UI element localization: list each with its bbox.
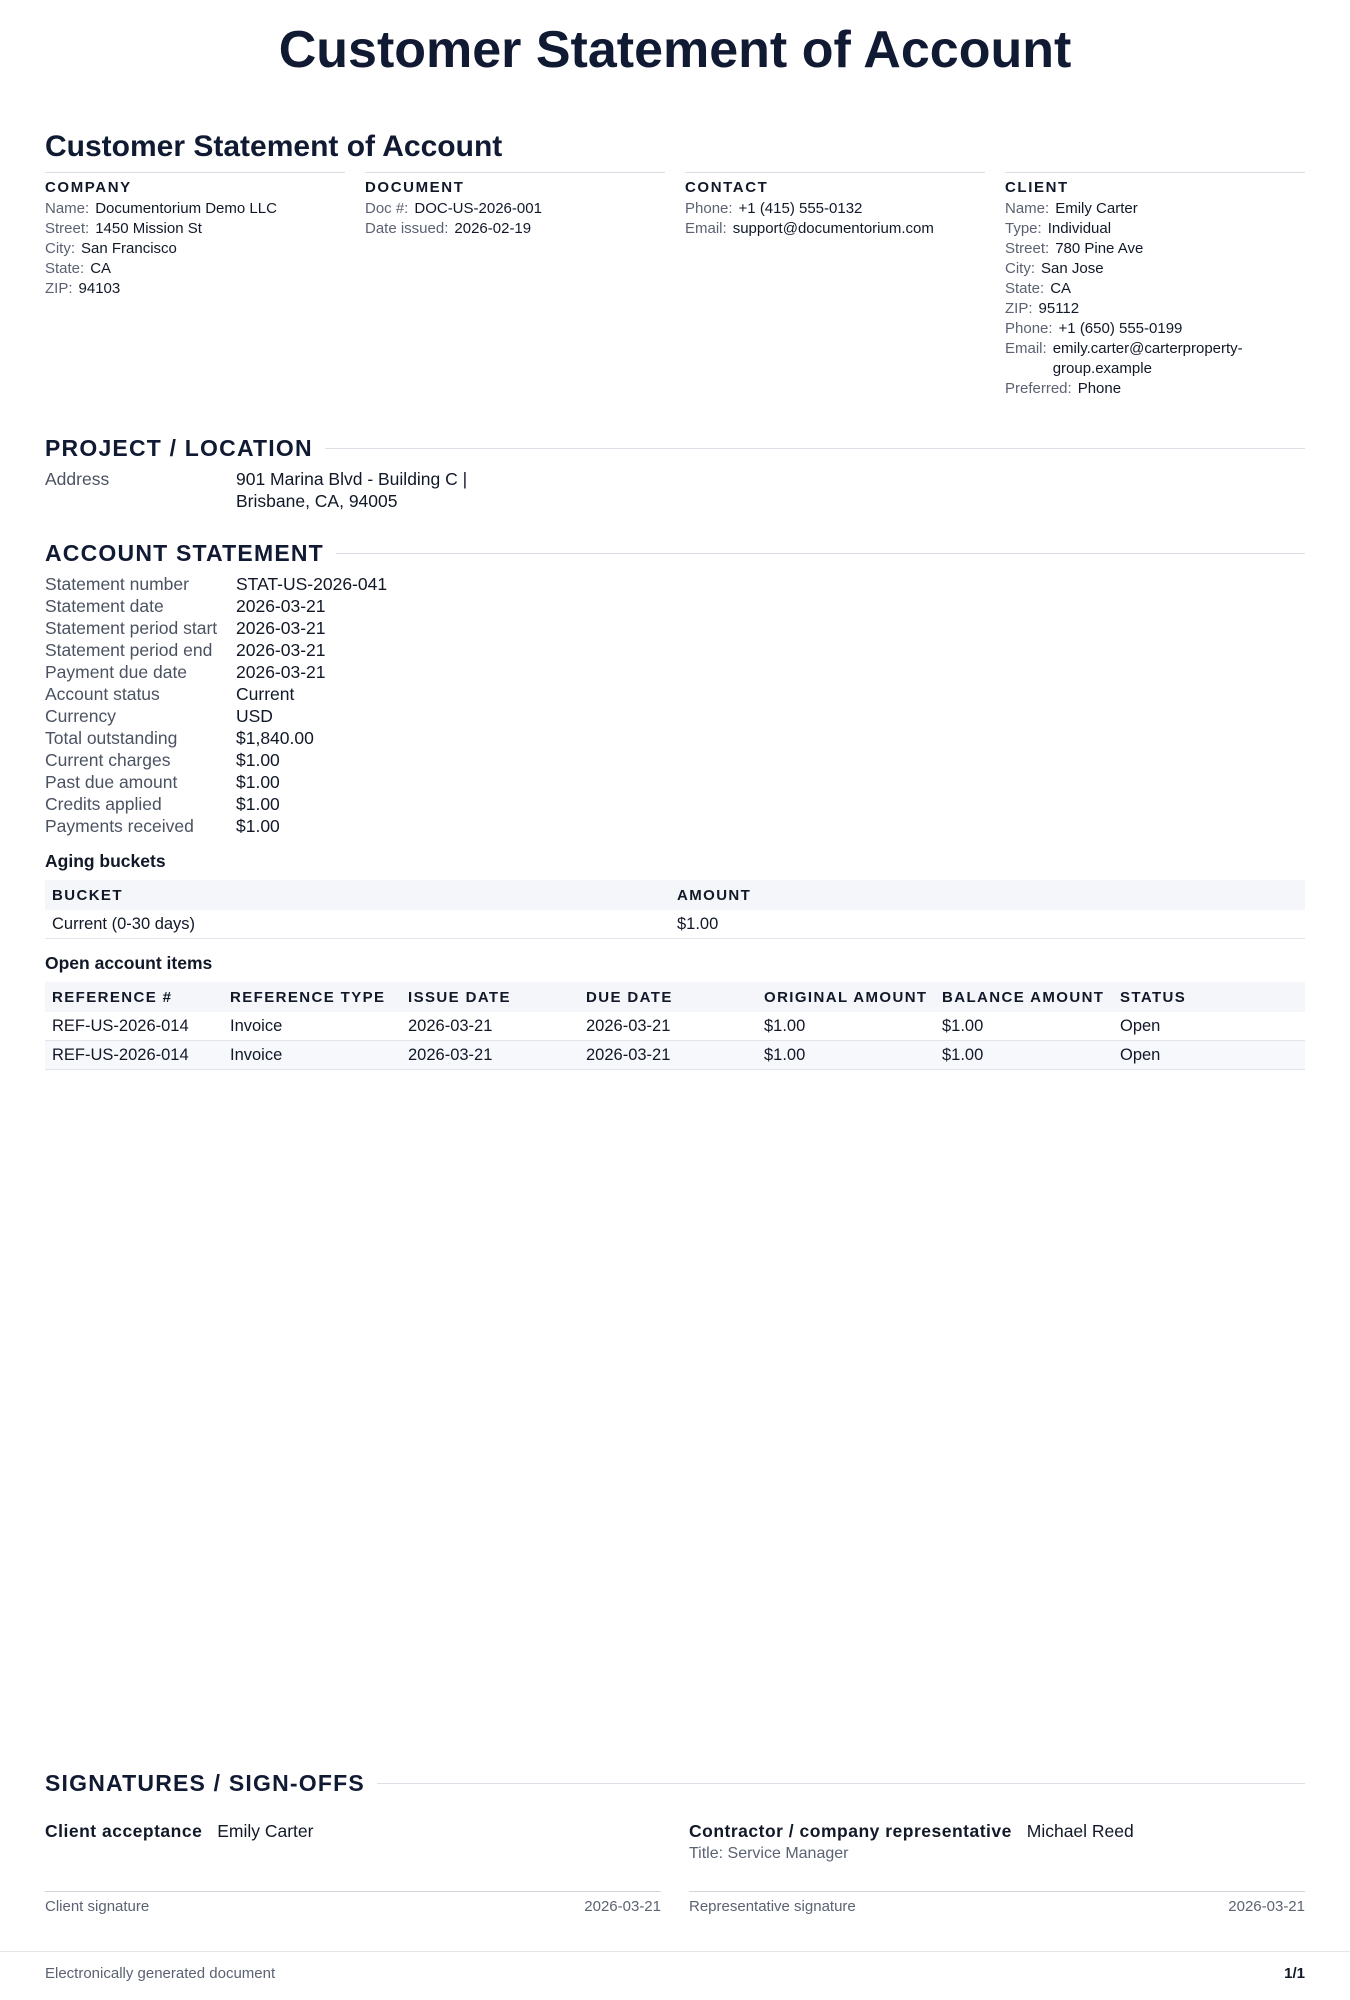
info-field — [1005, 259, 1305, 279]
open-items-cell: $1.00 — [757, 1041, 935, 1070]
statement-field-row — [45, 727, 1305, 749]
statement-field-value: $1.00 — [236, 794, 280, 814]
info-field — [1005, 379, 1305, 399]
info-field — [1005, 339, 1305, 379]
info-field-value: +1 (415) 555-0132 — [738, 200, 863, 217]
address-line2: Brisbane, CA, 94005 — [236, 491, 398, 511]
signatures-section-header — [45, 1770, 1305, 1797]
open-items-cell: Invoice — [223, 1012, 401, 1041]
statement-field-label: Account status — [45, 684, 160, 704]
statement-field-value: 2026-03-21 — [236, 662, 326, 682]
info-field — [45, 199, 345, 219]
address-value — [236, 468, 467, 512]
statement-field-label: Statement number — [45, 574, 189, 594]
info-field-label: Name: — [45, 200, 90, 217]
statement-field-row — [45, 573, 1305, 595]
info-field — [1005, 299, 1305, 319]
statement-field-label: Past due amount — [45, 772, 178, 792]
info-field — [45, 279, 345, 299]
statement-field-value: $1.00 — [236, 750, 280, 770]
statement-field-row — [45, 595, 1305, 617]
statement-field-row — [45, 617, 1305, 639]
statement-section-header — [45, 540, 1305, 567]
info-field-label: State: — [45, 260, 85, 277]
info-field — [1005, 279, 1305, 299]
statement-field-row — [45, 749, 1305, 771]
statement-field-row — [45, 639, 1305, 661]
client-signature-date: 2026-03-21 — [584, 1898, 661, 1915]
client-signature-line[interactable] — [45, 1891, 661, 1892]
info-field-label: Email: — [685, 220, 727, 237]
aging-table — [45, 880, 1305, 939]
aging-cell: Current (0-30 days) — [45, 910, 670, 939]
section-divider — [336, 553, 1305, 554]
info-field-value: Individual — [1047, 220, 1112, 237]
rep-role: Contractor / company representative — [689, 1821, 1012, 1841]
statement-field-row — [45, 661, 1305, 683]
statement-field-value: $1.00 — [236, 816, 280, 836]
info-field-label: State: — [1005, 280, 1045, 297]
client-heading: CLIENT — [1005, 179, 1069, 196]
aging-column-header: AMOUNT — [670, 880, 1305, 910]
aging-body — [45, 910, 1305, 939]
project-fields — [45, 468, 1305, 512]
info-field — [685, 219, 985, 239]
open-items-cell: $1.00 — [935, 1041, 1113, 1070]
info-field-value: 780 Pine Ave — [1055, 240, 1144, 257]
info-field-value: San Jose — [1041, 260, 1104, 277]
info-field-value: 94103 — [78, 280, 121, 297]
statement-field-row — [45, 793, 1305, 815]
info-field-label: Name: — [1005, 200, 1050, 217]
address-row — [45, 468, 1305, 512]
open-items-cell: Open — [1113, 1012, 1305, 1041]
statement-field-value: USD — [236, 706, 273, 726]
info-field-label: ZIP: — [1005, 300, 1033, 317]
table-row — [45, 1041, 1305, 1070]
open-items-column-header: DUE DATE — [579, 982, 757, 1012]
rep-signer-name: Michael Reed — [1026, 1821, 1134, 1841]
statement-field-label: Payments received — [45, 816, 194, 836]
open-items-cell: 2026-03-21 — [579, 1012, 757, 1041]
rep-signature-date: 2026-03-21 — [1228, 1898, 1305, 1915]
project-heading: PROJECT / LOCATION — [45, 435, 313, 461]
info-field-value: 1450 Mission St — [95, 220, 202, 237]
company-fields — [45, 199, 345, 299]
info-field-label: Phone: — [685, 200, 733, 217]
document-heading: DOCUMENT — [365, 179, 465, 196]
info-field-label: Street: — [45, 220, 90, 237]
statement-field-value: Current — [236, 684, 295, 704]
info-field-value: support@documentorium.com — [732, 220, 934, 237]
aging-header-row — [45, 880, 1305, 910]
open-items-cell: 2026-03-21 — [401, 1041, 579, 1070]
open-items-table — [45, 982, 1305, 1070]
statement-field-value: 2026-03-21 — [236, 596, 326, 616]
info-field-value: Documentorium Demo LLC — [95, 200, 277, 217]
client-signature-label: Client signature — [45, 1898, 150, 1915]
statement-field-value: 2026-03-21 — [236, 618, 326, 638]
company-block — [45, 172, 345, 399]
info-field-value: CA — [90, 260, 112, 277]
open-items-header-row — [45, 982, 1305, 1012]
statement-field-value: $1.00 — [236, 772, 280, 792]
info-field — [365, 219, 665, 239]
client-role: Client acceptance — [45, 1821, 203, 1841]
table-row — [45, 910, 1305, 939]
info-grid — [45, 172, 1305, 399]
open-items-column-header: REFERENCE # — [45, 982, 223, 1012]
info-field-value: 2026-02-19 — [454, 220, 532, 237]
open-items-column-header: BALANCE AMOUNT — [935, 982, 1113, 1012]
document-fields — [365, 199, 665, 239]
statement-field-label: Statement period end — [45, 640, 213, 660]
open-items-cell: REF-US-2026-014 — [45, 1041, 223, 1070]
statement-field-label: Current charges — [45, 750, 171, 770]
info-field — [365, 199, 665, 219]
info-field-value: +1 (650) 555-0199 — [1058, 320, 1183, 337]
client-signature-header — [45, 1820, 661, 1842]
open-items-cell: 2026-03-21 — [579, 1041, 757, 1070]
info-field — [45, 219, 345, 239]
open-items-cell: $1.00 — [935, 1012, 1113, 1041]
info-field-label: Type: — [1005, 220, 1042, 237]
address-label: Address — [45, 469, 110, 489]
open-items-cell: Invoice — [223, 1041, 401, 1070]
statement-field-value: 2026-03-21 — [236, 640, 326, 660]
contact-block — [685, 172, 985, 399]
footer-note: Electronically generated document — [45, 1965, 276, 1982]
info-field — [1005, 239, 1305, 259]
aging-title: Aging buckets — [45, 851, 166, 871]
open-items-column-header: REFERENCE TYPE — [223, 982, 401, 1012]
signatures-section — [45, 1770, 1305, 1915]
aging-column-header: BUCKET — [45, 880, 670, 910]
rep-signature-footer — [689, 1898, 1305, 1915]
project-section-header — [45, 435, 1305, 462]
page-footer — [0, 1951, 1350, 1982]
info-field-value: Phone — [1077, 380, 1122, 397]
client-fields — [1005, 199, 1305, 399]
signature-grid — [45, 1820, 1305, 1915]
info-field-label: Email: — [1005, 340, 1047, 357]
info-field-label: Phone: — [1005, 320, 1053, 337]
section-divider — [377, 1783, 1305, 1784]
info-field-label: ZIP: — [45, 280, 73, 297]
client-signature-block — [45, 1820, 661, 1915]
statement-field-row — [45, 815, 1305, 837]
statement-field-row — [45, 771, 1305, 793]
client-signature-footer — [45, 1898, 661, 1915]
statement-field-value: $1,840.00 — [236, 728, 314, 748]
info-field — [1005, 219, 1305, 239]
rep-title: Title: Service Manager — [689, 1845, 849, 1862]
company-heading: COMPANY — [45, 179, 132, 196]
open-items-column-header: ORIGINAL AMOUNT — [757, 982, 935, 1012]
open-items-body — [45, 1012, 1305, 1070]
rep-signature-block — [689, 1820, 1305, 1915]
contact-fields — [685, 199, 985, 239]
info-field-value: CA — [1050, 280, 1072, 297]
statement-field-row — [45, 705, 1305, 727]
info-field-label: City: — [1005, 260, 1035, 277]
page-number: 1/1 — [1284, 1965, 1305, 1982]
open-items-title: Open account items — [45, 953, 213, 973]
info-field-label: Preferred: — [1005, 380, 1072, 397]
info-field-value: 95112 — [1038, 300, 1080, 317]
info-field-label: Doc #: — [365, 200, 409, 217]
client-block — [1005, 172, 1305, 399]
open-items-cell: 2026-03-21 — [401, 1012, 579, 1041]
signatures-heading: SIGNATURES / SIGN-OFFS — [45, 1770, 365, 1796]
rep-signature-label: Representative signature — [689, 1898, 856, 1915]
info-field — [1005, 199, 1305, 219]
info-field — [1005, 319, 1305, 339]
open-items-column-header: ISSUE DATE — [401, 982, 579, 1012]
document-block — [365, 172, 665, 399]
sub-title: Customer Statement of Account — [45, 130, 503, 163]
open-items-cell: $1.00 — [757, 1012, 935, 1041]
rep-signature-header — [689, 1820, 1305, 1842]
info-field-value: emily.carter@carterproperty-group.example — [1052, 340, 1243, 377]
open-items-cell: REF-US-2026-014 — [45, 1012, 223, 1041]
info-field — [685, 199, 985, 219]
info-field-label: Street: — [1005, 240, 1050, 257]
aging-cell: $1.00 — [670, 910, 1305, 939]
statement-field-label: Total outstanding — [45, 728, 178, 748]
main-title: Customer Statement of Account — [278, 21, 1072, 79]
client-signer-name: Emily Carter — [217, 1821, 314, 1841]
info-field-label: City: — [45, 240, 75, 257]
statement-heading: ACCOUNT STATEMENT — [45, 540, 324, 566]
statement-field-label: Payment due date — [45, 662, 188, 682]
statement-field-label: Credits applied — [45, 794, 162, 814]
info-field-value: Emily Carter — [1055, 200, 1138, 217]
rep-signature-line[interactable] — [689, 1891, 1305, 1892]
section-divider — [325, 448, 1305, 449]
statement-field-row — [45, 683, 1305, 705]
statement-field-label: Statement date — [45, 596, 164, 616]
info-field-value: DOC-US-2026-001 — [414, 200, 542, 217]
statement-field-value: STAT-US-2026-041 — [236, 574, 388, 594]
info-field-label: Date issued: — [365, 220, 449, 237]
statement-field-label: Statement period start — [45, 618, 218, 638]
table-row — [45, 1012, 1305, 1041]
statement-field-label: Currency — [45, 706, 116, 726]
open-items-cell: Open — [1113, 1041, 1305, 1070]
contact-heading: CONTACT — [685, 179, 769, 196]
info-field — [45, 239, 345, 259]
address-line1: 901 Marina Blvd - Building C | — [236, 469, 468, 489]
open-items-column-header: STATUS — [1113, 982, 1305, 1012]
statement-fields — [45, 573, 1305, 837]
info-field-value: San Francisco — [81, 240, 177, 257]
info-field — [45, 259, 345, 279]
